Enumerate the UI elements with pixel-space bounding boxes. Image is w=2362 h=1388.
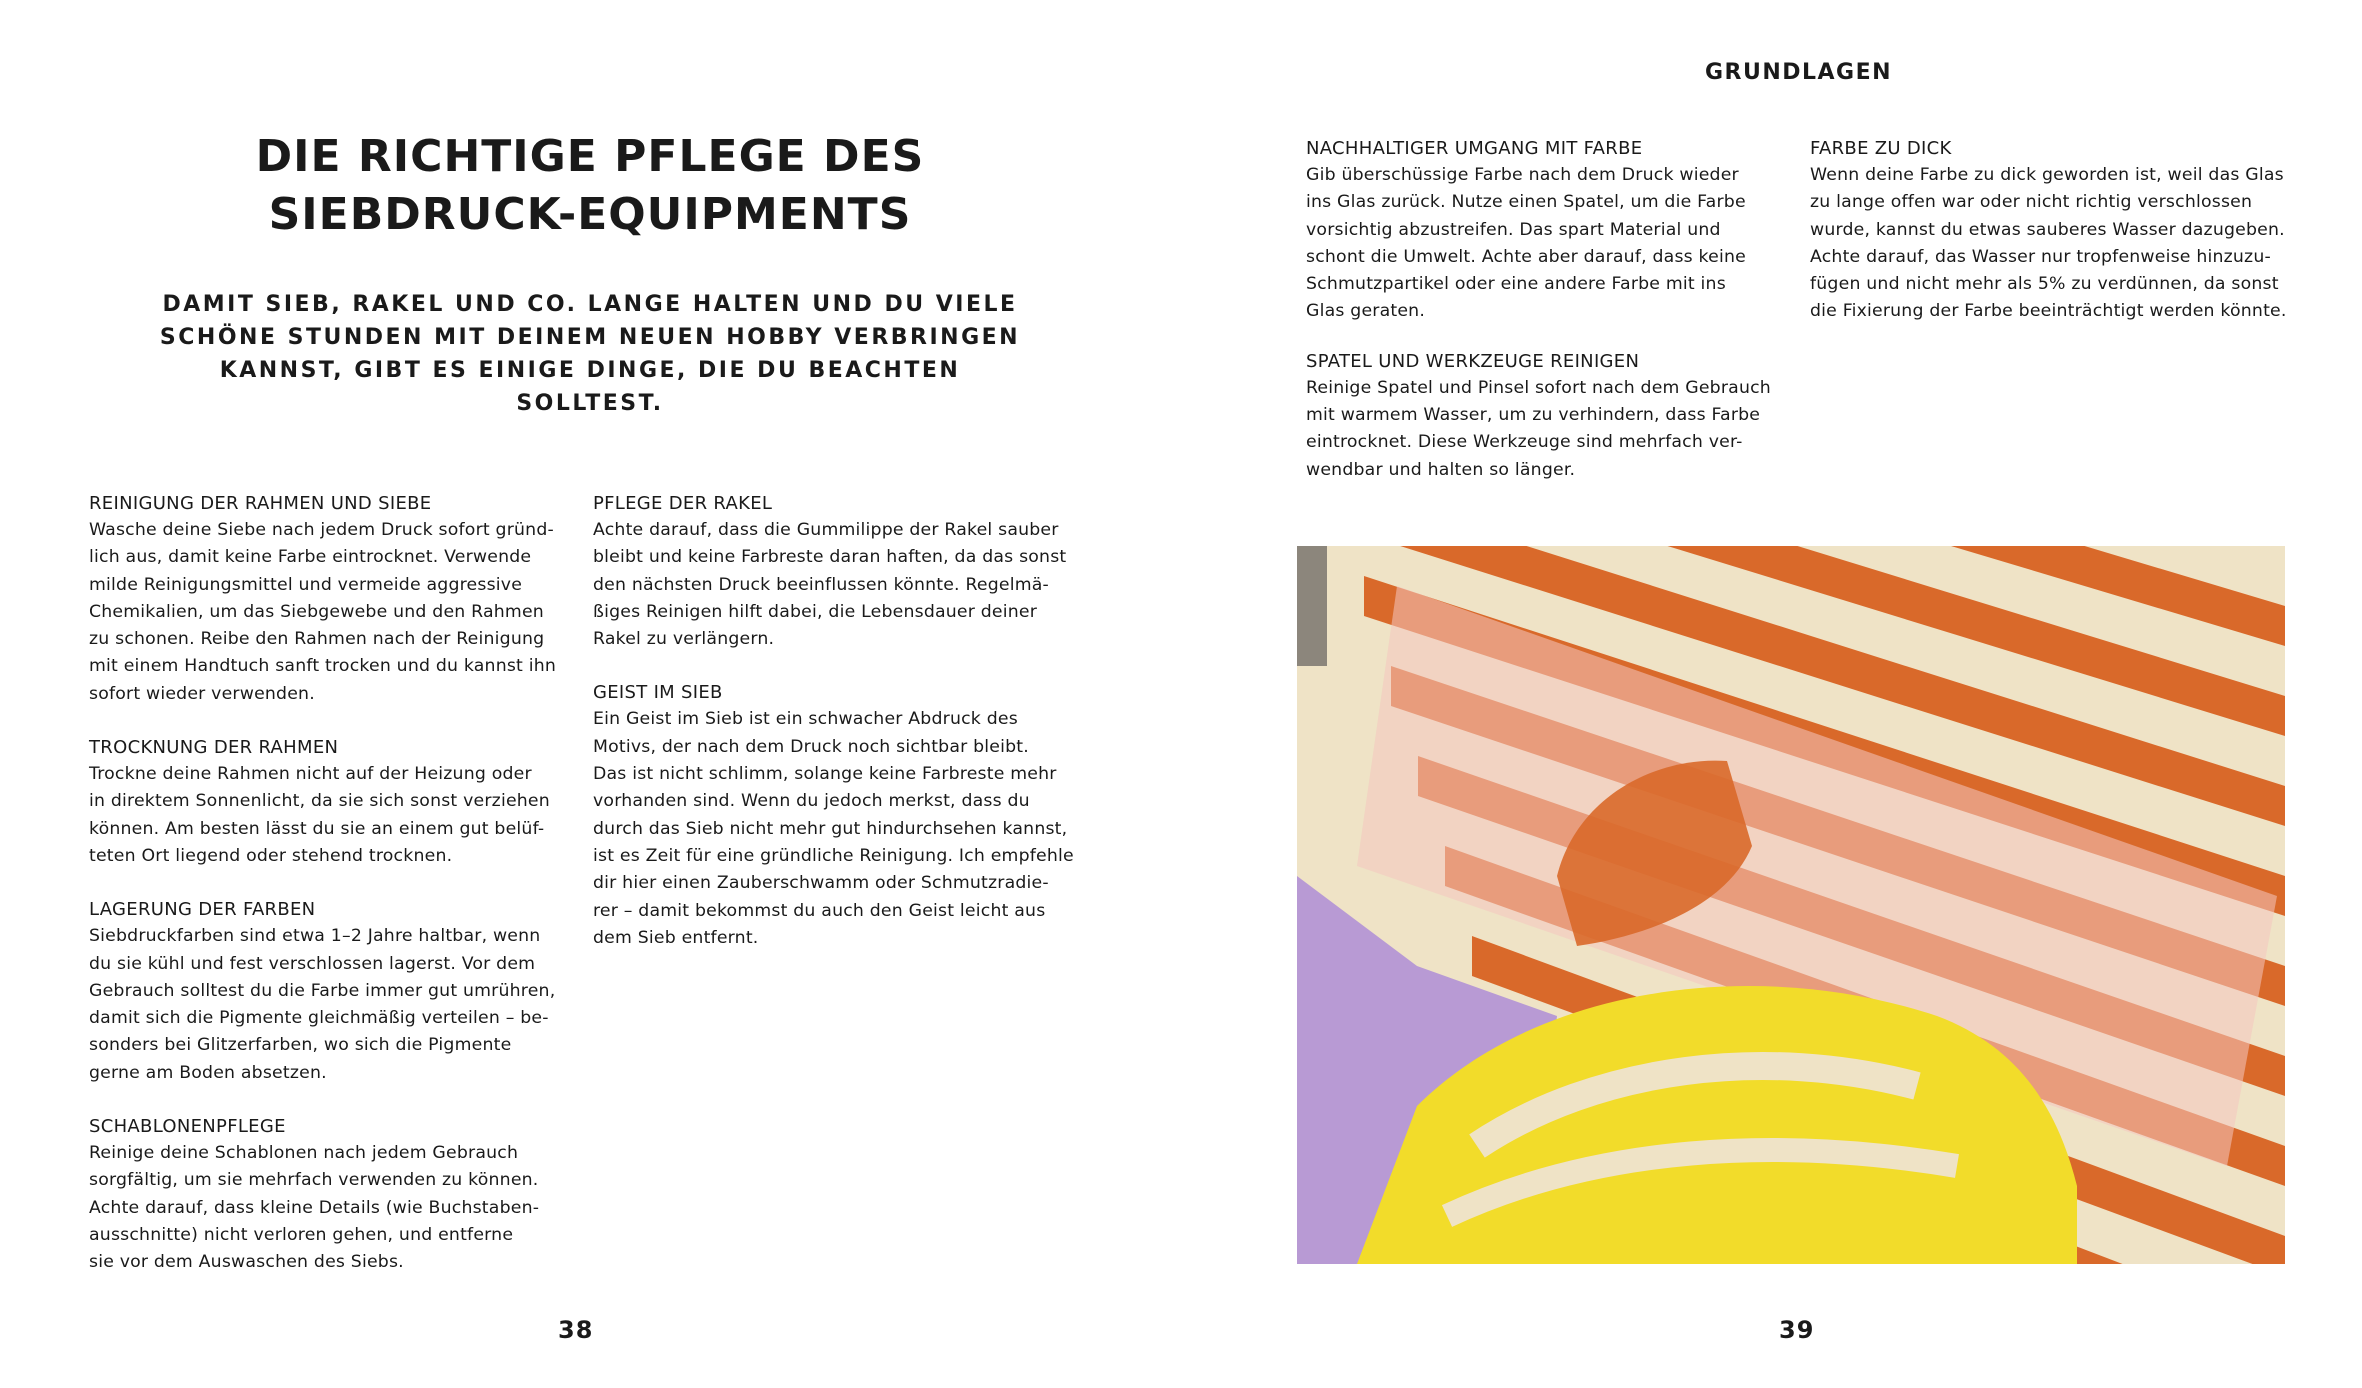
body-line: schont die Umwelt. Achte aber darauf, dass keine	[1306, 246, 1746, 267]
section-heading: NACHHALTIGER UMGANG MIT FARBE	[1306, 138, 1643, 159]
body-line: wendbar und halten so länger.	[1306, 459, 1576, 480]
intro-line: SCHÖNE STUNDEN MIT DEINEM NEUEN HOBBY VERBRINGEN	[159, 325, 1021, 350]
body-line: dem Sieb entfernt.	[593, 927, 759, 948]
body-line: Achte darauf, dass kleine Details (wie Buchstaben-	[89, 1197, 540, 1218]
section-lagerung	[89, 896, 569, 1087]
body-line: ßiges Reinigen hilft dabei, die Lebensdauer deiner	[593, 601, 1038, 622]
section-heading: GEIST IM SIEB	[593, 682, 723, 704]
body-line: Glas geraten.	[1306, 301, 1426, 322]
section-rahmen-reinigung	[89, 490, 569, 708]
section-nachhaltig	[1306, 135, 1786, 326]
towel-photo-illustration	[1297, 546, 2285, 1264]
body-line: Reinige Spatel und Pinsel sofort nach dem Gebrauch	[1306, 377, 1771, 398]
body-line: wurde, kannst du etwas sauberes Wasser dazugeben.	[1810, 219, 2285, 240]
body-line: Siebdruckfarben sind etwa 1–2 Jahre haltbar, wenn	[89, 926, 541, 947]
left-column-2	[593, 490, 1073, 978]
body-line: sofort wieder verwenden.	[89, 683, 315, 704]
section-heading: TROCKNUNG DER RAHMEN	[89, 737, 339, 759]
body-line: Wenn deine Farbe zu dick geworden ist, weil das Glas	[1810, 165, 2284, 185]
body-line: teten Ort liegend oder stehend trocknen.	[89, 845, 453, 866]
body-line: ausschnitte) nicht verloren gehen, und entferne	[89, 1224, 514, 1245]
body-line: dir hier einen Zauberschwamm oder Schmutzradie-	[593, 873, 1049, 894]
body-line: die Fixierung der Farbe beeinträchtigt werden könnte.	[1810, 301, 2287, 322]
body-line: den nächsten Druck beeinflussen könnte. Regelmä-	[593, 574, 1049, 595]
body-line: Motivs, der nach dem Druck noch sichtbar bleibt.	[593, 736, 1029, 757]
body-line: Gib überschüssige Farbe nach dem Druck wieder	[1306, 165, 1739, 185]
body-line: lich aus, damit keine Farbe eintrocknet. Verwende	[89, 547, 532, 568]
left-column-1	[89, 490, 569, 1303]
body-line: zu lange offen war oder nicht richtig verschlossen	[1810, 192, 2253, 213]
body-line: durch das Sieb nicht mehr gut hindurchsehen kannst,	[593, 818, 1068, 839]
body-line: mit warmem Wasser, um zu verhindern, dass Farbe	[1306, 405, 1761, 426]
page-number-right: 39	[1779, 1316, 1815, 1344]
intro-line: DAMIT SIEB, RAKEL UND CO. LANGE HALTEN UND DU VIELE	[162, 292, 1018, 317]
body-line: Ein Geist im Sieb ist ein schwacher Abdruck des	[593, 709, 1018, 730]
right-column-2	[1810, 135, 2290, 352]
body-line: in direktem Sonnenlicht, da sie sich sonst verziehen	[89, 791, 550, 812]
section-heading: PFLEGE DER RAKEL	[593, 493, 773, 514]
title-line: SIEBDRUCK-EQUIPMENTS	[268, 189, 912, 240]
section-heading: LAGERUNG DER FARBEN	[89, 899, 316, 921]
section-rakel	[593, 490, 1073, 653]
page-title	[150, 128, 1030, 244]
section-schablonen	[89, 1113, 569, 1276]
body-line: Achte darauf, das Wasser nur tropfenweise hinzuzu-	[1810, 246, 2271, 267]
body-line: mit einem Handtuch sanft trocken und du kannst ihn	[89, 656, 557, 677]
section-spatel	[1306, 348, 1786, 484]
body-line: rer – damit bekommst du auch den Geist leicht aus	[593, 900, 1046, 921]
title-line: DIE RICHTIGE PFLEGE DES	[255, 131, 925, 182]
body-line: zu schonen. Reibe den Rahmen nach der Reinigung	[89, 629, 545, 650]
section-body	[1306, 162, 1786, 326]
body-line: damit sich die Pigmente gleichmäßig verteilen – be-	[89, 1008, 549, 1029]
right-column-1	[1306, 135, 1786, 510]
section-heading: FARBE ZU DICK	[1810, 138, 1952, 159]
running-head: GRUNDLAGEN	[1704, 60, 1893, 85]
body-line: bleibt und keine Farbreste daran haften, da das sonst	[593, 547, 1067, 568]
intro-line: KANNST, GIBT ES EINIGE DINGE, DIE DU BEACHTEN SOLLTEST.	[219, 358, 961, 416]
body-line: sonders bei Glitzerfarben, wo sich die Pigmente	[89, 1035, 512, 1056]
section-heading: SPATEL UND WERKZEUGE REINIGEN	[1306, 350, 1640, 372]
body-line: Achte darauf, dass die Gummilippe der Rakel sauber	[593, 520, 1059, 540]
section-body	[89, 517, 569, 708]
section-body	[1306, 375, 1786, 484]
section-geist	[593, 679, 1073, 952]
body-line: fügen und nicht mehr als 5% zu verdünnen, da sonst	[1810, 274, 2279, 295]
body-line: Rakel zu verlängern.	[593, 629, 775, 650]
body-line: Gebrauch solltest du die Farbe immer gut umrühren,	[89, 980, 556, 1001]
body-line: vorhanden sind. Wenn du jedoch merkst, dass du	[593, 791, 1030, 812]
section-body	[89, 1140, 569, 1276]
section-body	[593, 706, 1073, 952]
section-body	[89, 923, 569, 1087]
body-line: ins Glas zurück. Nutze einen Spatel, um die Farbe	[1306, 192, 1746, 213]
dark-edge	[1297, 546, 1327, 666]
body-line: Wasche deine Siebe nach jedem Druck sofort gründ-	[89, 520, 554, 540]
body-line: ist es Zeit für eine gründliche Reinigung. Ich empfehle	[593, 845, 1074, 866]
intro-paragraph	[150, 288, 1030, 420]
body-line: Reinige deine Schablonen nach jedem Gebrauch	[89, 1143, 519, 1164]
section-heading: REINIGUNG DER RAHMEN UND SIEBE	[89, 493, 432, 514]
body-line: sorgfältig, um sie mehrfach verwenden zu können.	[89, 1170, 539, 1191]
body-line: vorsichtig abzustreifen. Das spart Material und	[1306, 219, 1721, 240]
body-line: sie vor dem Auswaschen des Siebs.	[89, 1252, 404, 1273]
body-line: Das ist nicht schlimm, solange keine Farbreste mehr	[593, 764, 1057, 785]
section-body	[593, 517, 1073, 653]
section-trocknung	[89, 734, 569, 870]
section-body	[1810, 162, 2290, 326]
section-heading: SCHABLONENPFLEGE	[89, 1116, 286, 1138]
body-line: Schmutzpartikel oder eine andere Farbe mit ins	[1306, 274, 1726, 295]
body-line: Chemikalien, um das Siebgewebe und den Rahmen	[89, 601, 544, 622]
section-farbe-zu-dick	[1810, 135, 2290, 326]
body-line: können. Am besten lässt du sie an einem gut belüf-	[89, 818, 545, 839]
section-body	[89, 761, 569, 870]
page-number-left: 38	[558, 1316, 594, 1344]
towel-photo	[1297, 546, 2285, 1264]
body-line: milde Reinigungsmittel und vermeide aggressive	[89, 574, 523, 595]
body-line: gerne am Boden absetzen.	[89, 1062, 327, 1083]
body-line: Trockne deine Rahmen nicht auf der Heizung oder	[89, 764, 532, 785]
body-line: du sie kühl und fest verschlossen lagerst. Vor dem	[89, 953, 536, 974]
body-line: eintrocknet. Diese Werkzeuge sind mehrfach ver-	[1306, 432, 1743, 453]
